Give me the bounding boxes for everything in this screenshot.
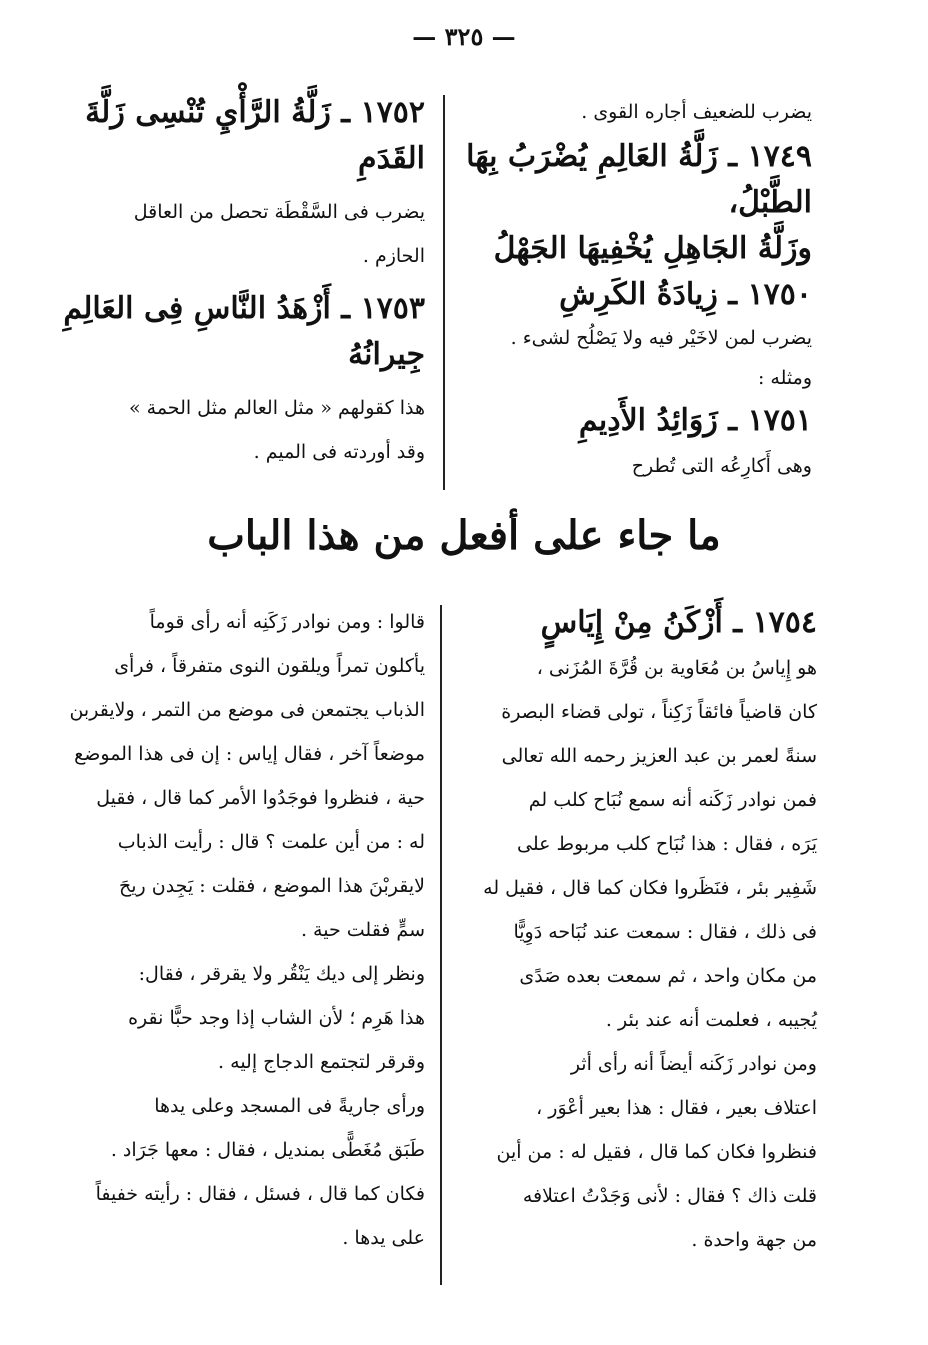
text-line: حية ، فنظروا فوجَدُوا الأمر كما قال ، فقيل — [96, 787, 425, 809]
text-line: من مكان واحد ، ثم سمعت بعده صَدًى — [519, 965, 817, 987]
text-line: فمن نوادر زَكَنه أنه سمع نُبَاح كلب لم — [528, 789, 817, 811]
text-line: يُجيبه ، فعلمت أنه عند بئر . — [605, 1009, 817, 1031]
intro-line: يضرب للضعيف أجاره القوى . — [581, 101, 812, 123]
text-line: لايقربْنَ هذا الموضع ، فقلت : يَجِدن ريحَ — [118, 875, 425, 897]
proverb-1753-text: هذا كقولهم « مثل العالم مثل الحمة » — [128, 397, 425, 419]
proverb-1753-heading: ١٧٥٣ ـ أَزْهَدُ النَّاسِ فِى العَالِمِ — [63, 291, 425, 326]
text-line: شَفِير بئر ، فنَظَروا فكان كما قال ، فقيل له — [483, 877, 817, 899]
text-line: على يدها . — [342, 1227, 425, 1249]
text-line: اعتلاف بعير ، فقال : هذا بعير أعْوَر ، — [536, 1097, 817, 1119]
text-line: هذا هَرِم ؛ لأن الشاب إذا وجد حبًّا نقره — [128, 1007, 425, 1029]
text-line: من جهة واحدة . — [691, 1229, 817, 1251]
column-divider-bottom — [440, 605, 442, 1285]
text-line: وقرقر لتجتمع الدجاج إليه . — [218, 1051, 425, 1073]
text-line: له : من أين علمت ؟ قال : رأيت الذباب — [117, 831, 425, 853]
proverb-1751-text: وهى أَكارِعُه التى تُطرح — [631, 455, 812, 477]
text-line: يأكلون تمراً ويلقون النوى متفرقاً ، فرأى — [114, 655, 425, 677]
proverb-1753-text-cont: وقد أوردته فى الميم . — [253, 441, 425, 463]
text-line: كان قاضياً فائقاً زَكِناً ، تولى قضاء البصرة — [501, 701, 817, 723]
section-title: ما جاء على أفعل من هذا الباب — [207, 512, 721, 559]
proverb-1752-text: يضرب فى السَّقْطَة تحصل من العاقل — [133, 201, 425, 223]
proverb-1751-heading: ١٧٥١ ـ زَوَائِدُ الأَدِيمِ — [578, 403, 812, 438]
proverb-1750-text: يضرب لمن لاخَيْر فيه ولا يَصْلُح لشىء . — [510, 327, 812, 349]
text-line: سنةً لعمر بن عبد العزيز رحمه الله تعالى — [501, 745, 817, 767]
text-line: ومن نوادر زَكَنه أيضاً أنه رأى أثر — [570, 1053, 817, 1075]
text-line: طَبَق مُغَطًّى بمنديل ، فقال : معها جَرَاد . — [110, 1139, 425, 1161]
proverb-1754-heading: ١٧٥٤ ـ أَزْكَنُ مِنْ إِيَاسٍ — [540, 605, 817, 640]
text-line: يَرَه ، فقال : هذا نُبَاح كلب مربوط على — [516, 833, 817, 855]
column-divider-top — [443, 95, 445, 490]
proverb-1752-heading: ١٧٥٢ ـ زَلَّةُ الرَّأْيِ تُنْسِى زَلَّةَ القَدَمِ — [85, 95, 425, 176]
proverb-1749-heading-cont: وزَلَّةُ الجَاهِلِ يُخْفِيهَا الجَهْلُ — [493, 231, 812, 266]
text-line: الذباب يجتمعن فى موضع من التمر ، ولايقربن — [69, 699, 425, 721]
right-column-bottom — [462, 600, 817, 1262]
text-line: ورأى جاريةً فى المسجد وعلى يدها — [154, 1095, 425, 1117]
text-line: فكان كما قال ، فسئل ، فقال : رأيته خفيفاً — [95, 1183, 425, 1205]
page-number: — ٣٢٥ — — [412, 22, 516, 51]
right-column-top — [462, 90, 812, 488]
proverb-1750-heading: ١٧٥٠ ـ زِيادَةُ الكَرِشِ — [559, 277, 812, 312]
text-line: موضعاً آخر ، فقال إياس : إن فى هذا الموضع — [74, 743, 425, 765]
text-line: ونظر إلى ديك يَنْقُر ولا يقرقر ، فقال: — [138, 963, 425, 985]
text-line: سمٍّ فقلت حية . — [300, 919, 425, 941]
left-column-top — [55, 90, 425, 474]
proverb-1749-heading: ١٧٤٩ ـ زَلَّةُ العَالِمِ يُضْرَبُ بِهَا الطَّبْلُ، — [466, 139, 812, 220]
proverb-1752-text-cont: الحازم . — [362, 245, 425, 267]
left-column-bottom — [50, 600, 425, 1260]
text-line: هو إِياسُ بن مُعَاوية بن قُرَّةَ المُزَنى ، — [536, 657, 817, 679]
text-line: فى ذلك ، فقال : سمعت عند نُبَاحه دَوِيًّا — [513, 921, 817, 943]
text-line: قالوا : ومن نوادر زَكَنِه أنه رأى قوماً — [149, 611, 425, 633]
proverb-1750-note: ومثله : — [757, 367, 812, 389]
proverb-1753-heading-cont: جِيرانُهُ — [348, 337, 425, 372]
text-line: فنظروا فكان كما قال ، فقيل له : من أين — [496, 1141, 817, 1163]
text-line: قلت ذاك ؟ فقال : لأنى وَجَدْتُ اعتلافه — [522, 1185, 817, 1207]
